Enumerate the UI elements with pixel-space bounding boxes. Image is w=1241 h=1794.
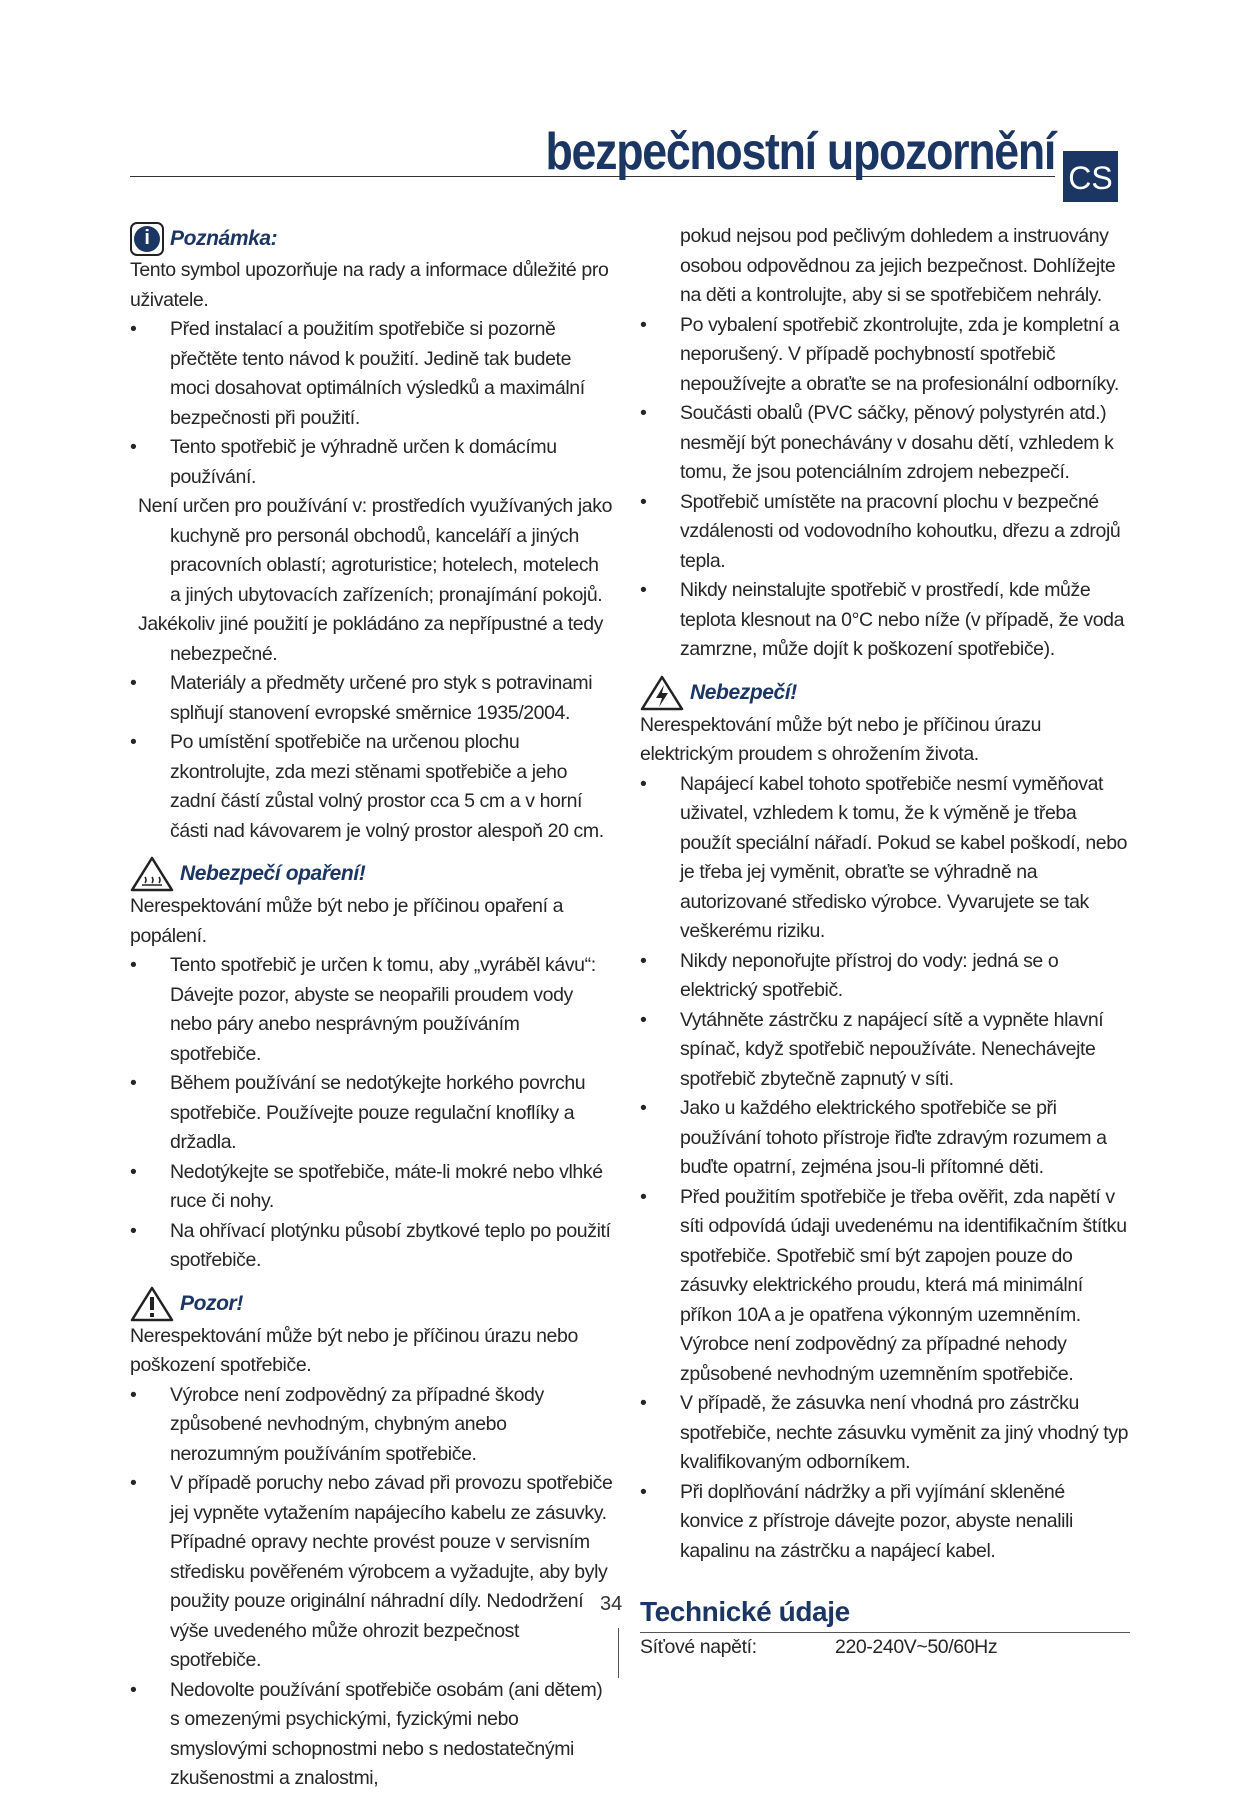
note-paragraph: Jakékoliv jiné použití je pokládáno za nepřípustné a tedy nebezpečné.	[138, 613, 604, 665]
danger-intro: Nerespektování může být nebo je příčinou úrazu elektrickým proudem s ohrožením života.	[640, 713, 1042, 765]
page-title: bezpečnostní upozornění	[545, 123, 1055, 181]
tech-key: Síťové napětí:	[640, 1636, 757, 1658]
list-item: • Tento spotřebič je určen k tomu, aby „vyráběl kávu“: Dávejte pozor, abyste se neopařili proudem vody nebo páry anebo nesprávným používáním spotřebiče.	[130, 951, 614, 1069]
list-item: • Po umístění spotřebiče na určenou plochu zkontrolujte, zda mezi stěnami spotřebiče a jeho zadní částí zůstal volný prostor cca 5 cm a v horní části nad kávovarem je volný prostor alespoň 20 cm.	[130, 728, 614, 846]
hot-surface-warning-icon	[130, 856, 174, 892]
danger-list	[640, 770, 1130, 1567]
note-intro: Tento symbol upozorňuje na rady a informace důležité pro uživatele.	[130, 259, 609, 311]
language-badge: CS	[1063, 151, 1118, 202]
page-divider	[618, 1628, 619, 1678]
list-item: • Nikdy neinstalujte spotřebič v prostředí, kde může teplota klesnout na 0°C nebo níže (v případě, že voda zamrzne, může dojít k poškození spotřebiče).	[640, 576, 1130, 665]
note-list-2	[130, 669, 614, 846]
electric-danger-icon	[640, 675, 684, 711]
danger-heading	[640, 675, 1130, 711]
caution-list	[130, 1381, 614, 1794]
list-item: • Jako u každého elektrického spotřebiče se při používání tohoto přístroje řiďte zdravým rozumem a buďte opatrní, zejména jsou-li přítomné děti.	[640, 1094, 1130, 1183]
list-item: • Nedotýkejte se spotřebiče, máte-li mokré nebo vlhké ruce či nohy.	[130, 1158, 614, 1217]
danger-label: Nebezpečí!	[690, 680, 797, 704]
list-item: • Napájecí kabel tohoto spotřebiče nesmí vyměňovat uživatel, vzhledem k tomu, že k výměně je třeba použít speciální nářadí. Pokud se kabel poškodí, nebo je třeba jej vyměnit, obraťte se výhradně na autorizované středisko výrobce. Vyvarujete se tak veškerému riziku.	[640, 770, 1130, 947]
list-item: • Nikdy neponořujte přístroj do vody: jedná se o elektrický spotřebič.	[640, 947, 1130, 1006]
burn-intro: Nerespektování může být nebo je příčinou opaření a popálení.	[130, 895, 564, 947]
list-item: • Výrobce není zodpovědný za případné škody způsobené nevhodným, chybným anebo nerozumným používáním spotřebiče.	[130, 1381, 614, 1470]
page-number: 34	[600, 1593, 623, 1615]
list-item: • V případě, že zásuvka není vhodná pro zástrčku spotřebiče, nechte zásuvku vyměnit za jiný vhodný typ kvalifikovaným odborníkem.	[640, 1389, 1130, 1478]
note-paragraph: Není určen pro používání v: prostředích využívaných jako kuchyně pro personál obchodů, kanceláří a jiných pracovních oblastí; agroturistice; hotelech, motelech a jiných ubytovacích zařízeních; pronajímání pokojů.	[138, 495, 613, 606]
burn-label: Nebezpečí opaření!	[180, 862, 366, 886]
info-icon: i	[130, 222, 164, 256]
list-item: • Během používání se nedotýkejte horkého povrchu spotřebiče. Používejte pouze regulační knoflíky a držadla.	[130, 1069, 614, 1158]
note-heading	[130, 222, 614, 256]
list-item: • Spotřebič umístěte na pracovní plochu v bezpečné vzdálenosti od vodovodního kohoutku, dřezu a zdrojů tepla.	[640, 488, 1130, 577]
burn-heading	[130, 856, 614, 892]
caution-warning-icon	[130, 1286, 174, 1322]
caution-label: Pozor!	[180, 1291, 243, 1315]
burn-list	[130, 951, 614, 1276]
caution-heading	[130, 1286, 614, 1322]
tech-title: Technické údaje	[640, 1596, 850, 1627]
list-item: • Součásti obalů (PVC sáčky, pěnový polystyrén atd.) nesmějí být ponechávány v dosahu dětí, vzhledem k tomu, že jsou potenciálním zdrojem nebezpečí.	[640, 399, 1130, 488]
list-item: • Vytáhněte zástrčku z napájecí sítě a vypněte hlavní spínač, když spotřebič nepoužíváte. Nenechávejte spotřebič zbytečně zapnutý v síti.	[640, 1006, 1130, 1095]
right-list	[640, 311, 1130, 665]
list-item: • Po vybalení spotřebič zkontrolujte, zda je kompletní a neporušený. V případě pochybností spotřebič nepoužívejte a obraťte se na profesionální odborníky.	[640, 311, 1130, 400]
list-item: • Na ohřívací plotýnku působí zbytkové teplo po použití spotřebiče.	[130, 1217, 614, 1276]
list-item: • Tento spotřebič je výhradně určen k domácímu používání.	[130, 433, 614, 492]
list-item: • Nedovolte používání spotřebiče osobám (ani dětem) s omezenými psychickými, fyzickými nebo smyslovými schopnostmi nebo s nedostatečnými zkušenostmi a znalostmi,	[130, 1676, 614, 1794]
tech-row	[640, 1633, 1130, 1663]
list-item: • Materiály a předměty určené pro styk s potravinami splňují stanovení evropské směrnice 1935/2004.	[130, 669, 614, 728]
note-list	[130, 315, 614, 492]
list-item: • Před použitím spotřebiče je třeba ověřit, zda napětí v síti odpovídá údaji uvedenému na identifikačním štítku spotřebiče. Spotřebič smí být zapojen pouze do zásuvky elektrického proudu, která má minimální příkon 10A a je opatřena výkonným uzemněním. Výrobce není zodpovědný za případné nehody způsobené nevhodným uzemněním spotřebiče.	[640, 1183, 1130, 1390]
note-label: Poznámka:	[170, 227, 278, 251]
continuation-text: pokud nejsou pod pečlivým dohledem a instruovány osobou odpovědnou za jejich bezpečnost. Dohlížejte na děti a kontrolujte, aby si se spotřebičem nehrály.	[680, 225, 1116, 306]
right-column	[640, 222, 1130, 1663]
left-column	[130, 222, 614, 1794]
list-item: • Při doplňování nádržky a při vyjímání skleněné konvice z přístroje dávejte pozor, abyste nenalili kapalinu na zástrčku a napájecí kabel.	[640, 1478, 1130, 1567]
list-item: • Před instalací a použitím spotřebiče si pozorně přečtěte tento návod k použití. Jedině tak budete moci dosahovat optimálních výsledků a maximální bezpečnosti při použití.	[130, 315, 614, 433]
list-item: • V případě poruchy nebo závad při provozu spotřebiče jej vypněte vytažením napájecího kabelu ze zásuvky. Případné opravy nechte provést pouze v servisním středisku pověřeném výrobcem a vyžadujte, aby byly použity pouze originální náhradní díly. Nedodržení výše uvedeného může ohrozit bezpečnost spotřebiče.	[130, 1469, 614, 1676]
caution-intro: Nerespektování může být nebo je příčinou úrazu nebo poškození spotřebiče.	[130, 1324, 578, 1376]
tech-value: 220-240V~50/60Hz	[835, 1636, 998, 1658]
